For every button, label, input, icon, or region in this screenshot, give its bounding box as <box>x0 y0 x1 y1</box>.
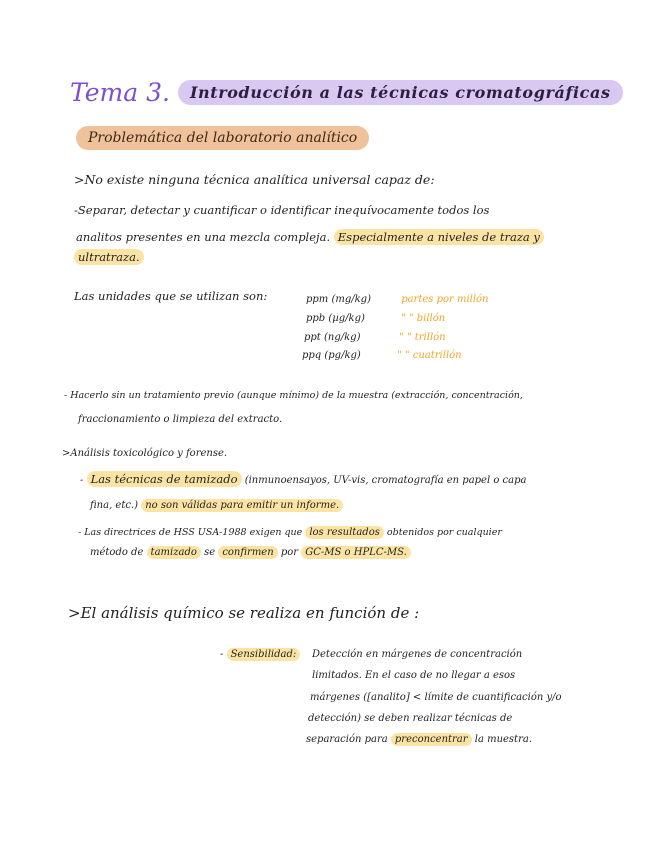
pretreatment-line-2: fraccionamiento o limpieza del extracto. <box>78 414 283 425</box>
analysis-heading: >El análisis químico se realiza en función de : <box>68 604 420 622</box>
toxicology-bullet-2-b: obtenidos por cualquier <box>386 527 502 538</box>
highlight-no-validas: no son válidas para emitir un informe. <box>141 499 343 512</box>
unit-ppm-meaning: partes por millón <box>401 294 489 305</box>
toxicology-bullet-2-line-2 <box>90 547 411 558</box>
section-subtitle: Problemática del laboratorio analítico <box>76 126 369 150</box>
unit-ppt: ppt (ng/kg) <box>304 332 361 343</box>
units-label: Las unidades que se utilizan son: <box>74 289 268 303</box>
unit-ppq-meaning: " " cuatrillón <box>397 350 462 361</box>
unit-ppq: ppq (pg/kg) <box>302 350 361 361</box>
intro-line-4 <box>74 250 144 264</box>
intro-line-3 <box>76 230 544 244</box>
toxicology-por: por <box>280 547 299 558</box>
unit-ppm: ppm (mg/kg) <box>306 294 371 305</box>
sensibilidad-def-5a: separación para <box>306 734 388 745</box>
toxicology-bullet-2 <box>78 527 502 538</box>
sensibilidad-def-5 <box>306 734 532 745</box>
toxicology-bullet-1-line-2 <box>90 500 343 511</box>
toxicology-heading: >Análisis toxicológico y forense. <box>62 448 228 459</box>
title-block <box>70 78 623 107</box>
sensibilidad-def-4: detección) se deben realizar técnicas de <box>308 713 513 724</box>
toxicology-metodo: método de <box>90 547 144 558</box>
intro-line-1: >No existe ninguna técnica analítica universal capaz de: <box>74 172 435 187</box>
page-title: Introducción a las técnicas cromatográficas <box>178 80 623 105</box>
highlight-gcms: GC-MS o HPLC-MS. <box>301 546 411 559</box>
toxicology-bullet-1-fina: fina, etc.) <box>90 500 139 511</box>
toxicology-se: se <box>204 547 216 558</box>
sensibilidad-def-2: limitados. En el caso de no llegar a esos <box>312 670 516 681</box>
highlight-confirmen: confirmen <box>218 546 277 559</box>
sensibilidad-def-1: Detección en márgenes de concentración <box>312 649 523 660</box>
toxicology-bullet-1-rest: (inmunoensayos, UV-vis, cromatografía en papel o capa <box>244 475 527 486</box>
highlight-sensibilidad: Sensibilidad: <box>227 648 301 661</box>
sensibilidad-term: - Sensibilidad: <box>220 649 300 660</box>
tema-label: Tema 3. <box>70 78 170 107</box>
units-row-4 <box>302 350 462 361</box>
units-row-1 <box>306 294 489 305</box>
units-row-2 <box>306 313 445 324</box>
sensibilidad-def-5b: la muestra. <box>474 734 533 745</box>
units-row-3 <box>304 332 446 343</box>
highlight-tamizado: Las técnicas de tamizado <box>87 471 242 487</box>
pretreatment-line-1: - Hacerlo sin un tratamiento previo (aunque mínimo) de la muestra (extracción, concentración, <box>64 390 523 401</box>
intro-highlight-ultratraza: ultratraza. <box>74 249 144 265</box>
unit-ppb: ppb (µg/kg) <box>306 313 365 324</box>
toxicology-bullet-2-a: - Las directrices de HSS USA-1988 exigen que <box>78 527 303 538</box>
toxicology-bullet-1: - Las técnicas de tamizado (inmunoensayos, UV-vis, cromatografía en papel o capa <box>80 472 527 486</box>
highlight-tamizado-2: tamizado <box>147 546 201 559</box>
unit-ppt-meaning: " " trillón <box>399 332 446 343</box>
unit-ppb-meaning: " " billón <box>401 313 446 324</box>
intro-line-2: -Separar, detectar y cuantificar o identificar inequívocamente todos los <box>74 203 490 217</box>
sensibilidad-def-3: márgenes ([analito] < límite de cuantificación y/o <box>310 692 562 703</box>
intro-highlight-traza: Especialmente a niveles de traza y <box>334 229 544 245</box>
highlight-preconcentrar: preconcentrar <box>391 733 472 746</box>
highlight-resultados: los resultados <box>305 526 384 539</box>
intro-line-3a: analitos presentes en una mezcla compleja. <box>76 230 331 244</box>
